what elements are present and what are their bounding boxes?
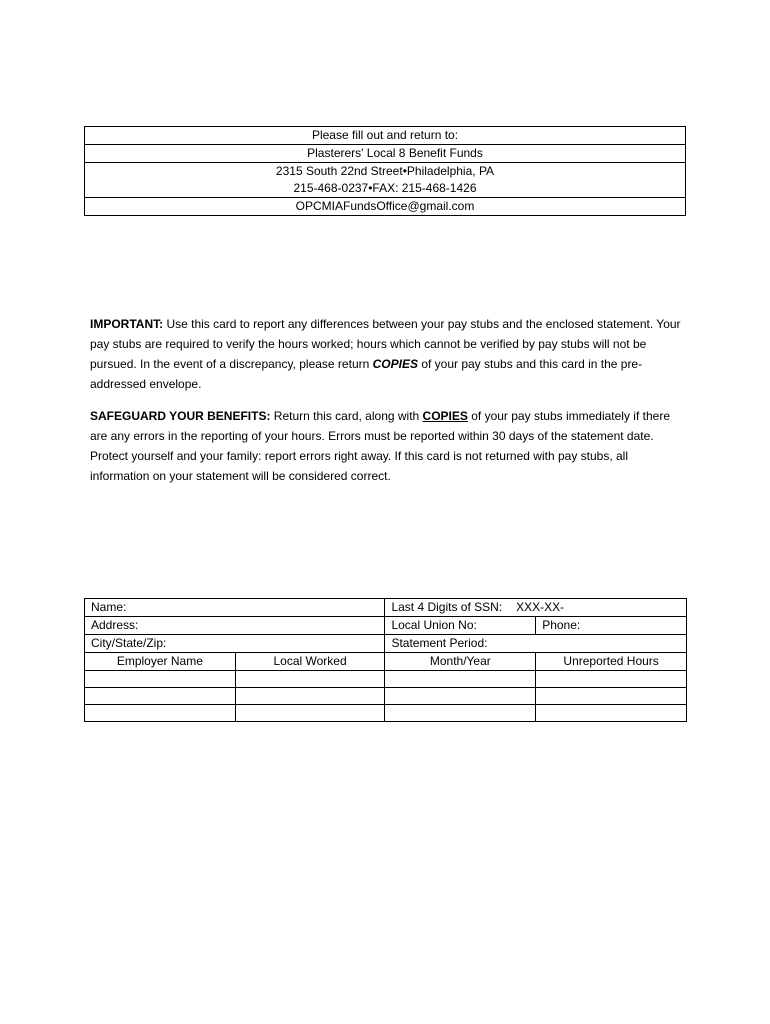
ssn-field[interactable] xyxy=(385,599,687,617)
employer-name-cell[interactable] xyxy=(85,688,236,705)
street-address: 2315 South 22nd Street•Philadelphia, PA xyxy=(275,164,495,178)
statement-period-field[interactable] xyxy=(385,635,687,653)
report-form-table xyxy=(84,598,687,722)
return-instruction: Please fill out and return to: xyxy=(85,127,685,145)
ssn-label: Last 4 Digits of SSN: xyxy=(391,600,503,614)
col-employer-name: Employer Name xyxy=(85,653,236,671)
important-copies: COPIES xyxy=(372,357,418,371)
col-month-year: Month/Year xyxy=(385,653,536,671)
form-row-city xyxy=(85,635,687,653)
local-worked-cell[interactable] xyxy=(235,688,385,705)
phone-field[interactable] xyxy=(536,617,687,635)
col-unreported-hours: Unreported Hours xyxy=(536,653,687,671)
month-year-cell[interactable] xyxy=(385,705,536,722)
important-text-b: of your pay stubs and this card in the pre-addressed envelope. xyxy=(90,357,643,391)
local-worked-cell[interactable] xyxy=(235,671,385,688)
employer-name-cell[interactable] xyxy=(85,705,236,722)
return-address-box xyxy=(84,126,686,216)
local-worked-cell[interactable] xyxy=(235,705,385,722)
unreported-hours-cell[interactable] xyxy=(536,705,687,722)
address-field[interactable] xyxy=(85,617,385,635)
important-text-a: Use this card to report any differences between your pay stubs and the enclosed statement. Your pay stubs are required to verify the hours worked; hours which cannot be verified by pay stubs will not be pursued. In the event of a discrepancy, please return xyxy=(90,317,681,371)
local-union-label: Local Union No: xyxy=(391,618,477,632)
ssn-value: XXX-XX- xyxy=(516,600,565,614)
statement-period-label: Statement Period: xyxy=(391,636,488,650)
form-header-row xyxy=(85,653,687,671)
fund-name-text: Plasterers' Local 8 Benefit Funds xyxy=(307,146,483,160)
fund-name xyxy=(85,145,685,163)
city-field[interactable] xyxy=(85,635,385,653)
safeguard-paragraph xyxy=(90,406,690,486)
address-contact xyxy=(85,163,685,198)
unreported-hours-cell[interactable] xyxy=(536,671,687,688)
important-paragraph xyxy=(90,314,690,394)
name-field[interactable] xyxy=(85,599,385,617)
table-row xyxy=(85,705,687,722)
address-label: Address: xyxy=(91,618,139,632)
table-row xyxy=(85,671,687,688)
month-year-cell[interactable] xyxy=(385,688,536,705)
local-union-field[interactable] xyxy=(385,617,536,635)
table-row xyxy=(85,688,687,705)
employer-name-cell[interactable] xyxy=(85,671,236,688)
col-local-worked: Local Worked xyxy=(235,653,385,671)
safeguard-copies: COPIES xyxy=(422,409,468,423)
phone-label: Phone: xyxy=(542,618,581,632)
city-label: City/State/Zip: xyxy=(91,636,167,650)
notice-text xyxy=(90,314,690,498)
safeguard-text-a: Return this card, along with xyxy=(270,409,423,423)
month-year-cell[interactable] xyxy=(385,671,536,688)
safeguard-text-b: of your pay stubs immediately if there are any errors in the reporting of your hours. Errors must be reported within 30 days of the statement date. Protect yourself and your family: report errors right away. If this card is not returned with pay stubs, all information on your statement will be considered correct. xyxy=(90,409,670,483)
form-row-name xyxy=(85,599,687,617)
important-label: IMPORTANT: xyxy=(90,317,164,331)
form-row-address xyxy=(85,617,687,635)
name-label: Name: xyxy=(91,600,127,614)
email-address: OPCMIAFundsOffice@gmail.com xyxy=(295,199,475,213)
unreported-hours-cell[interactable] xyxy=(536,688,687,705)
safeguard-label: SAFEGUARD YOUR BENEFITS: xyxy=(90,409,271,423)
phone-fax: 215-468-0237•FAX: 215-468-1426 xyxy=(293,181,477,195)
